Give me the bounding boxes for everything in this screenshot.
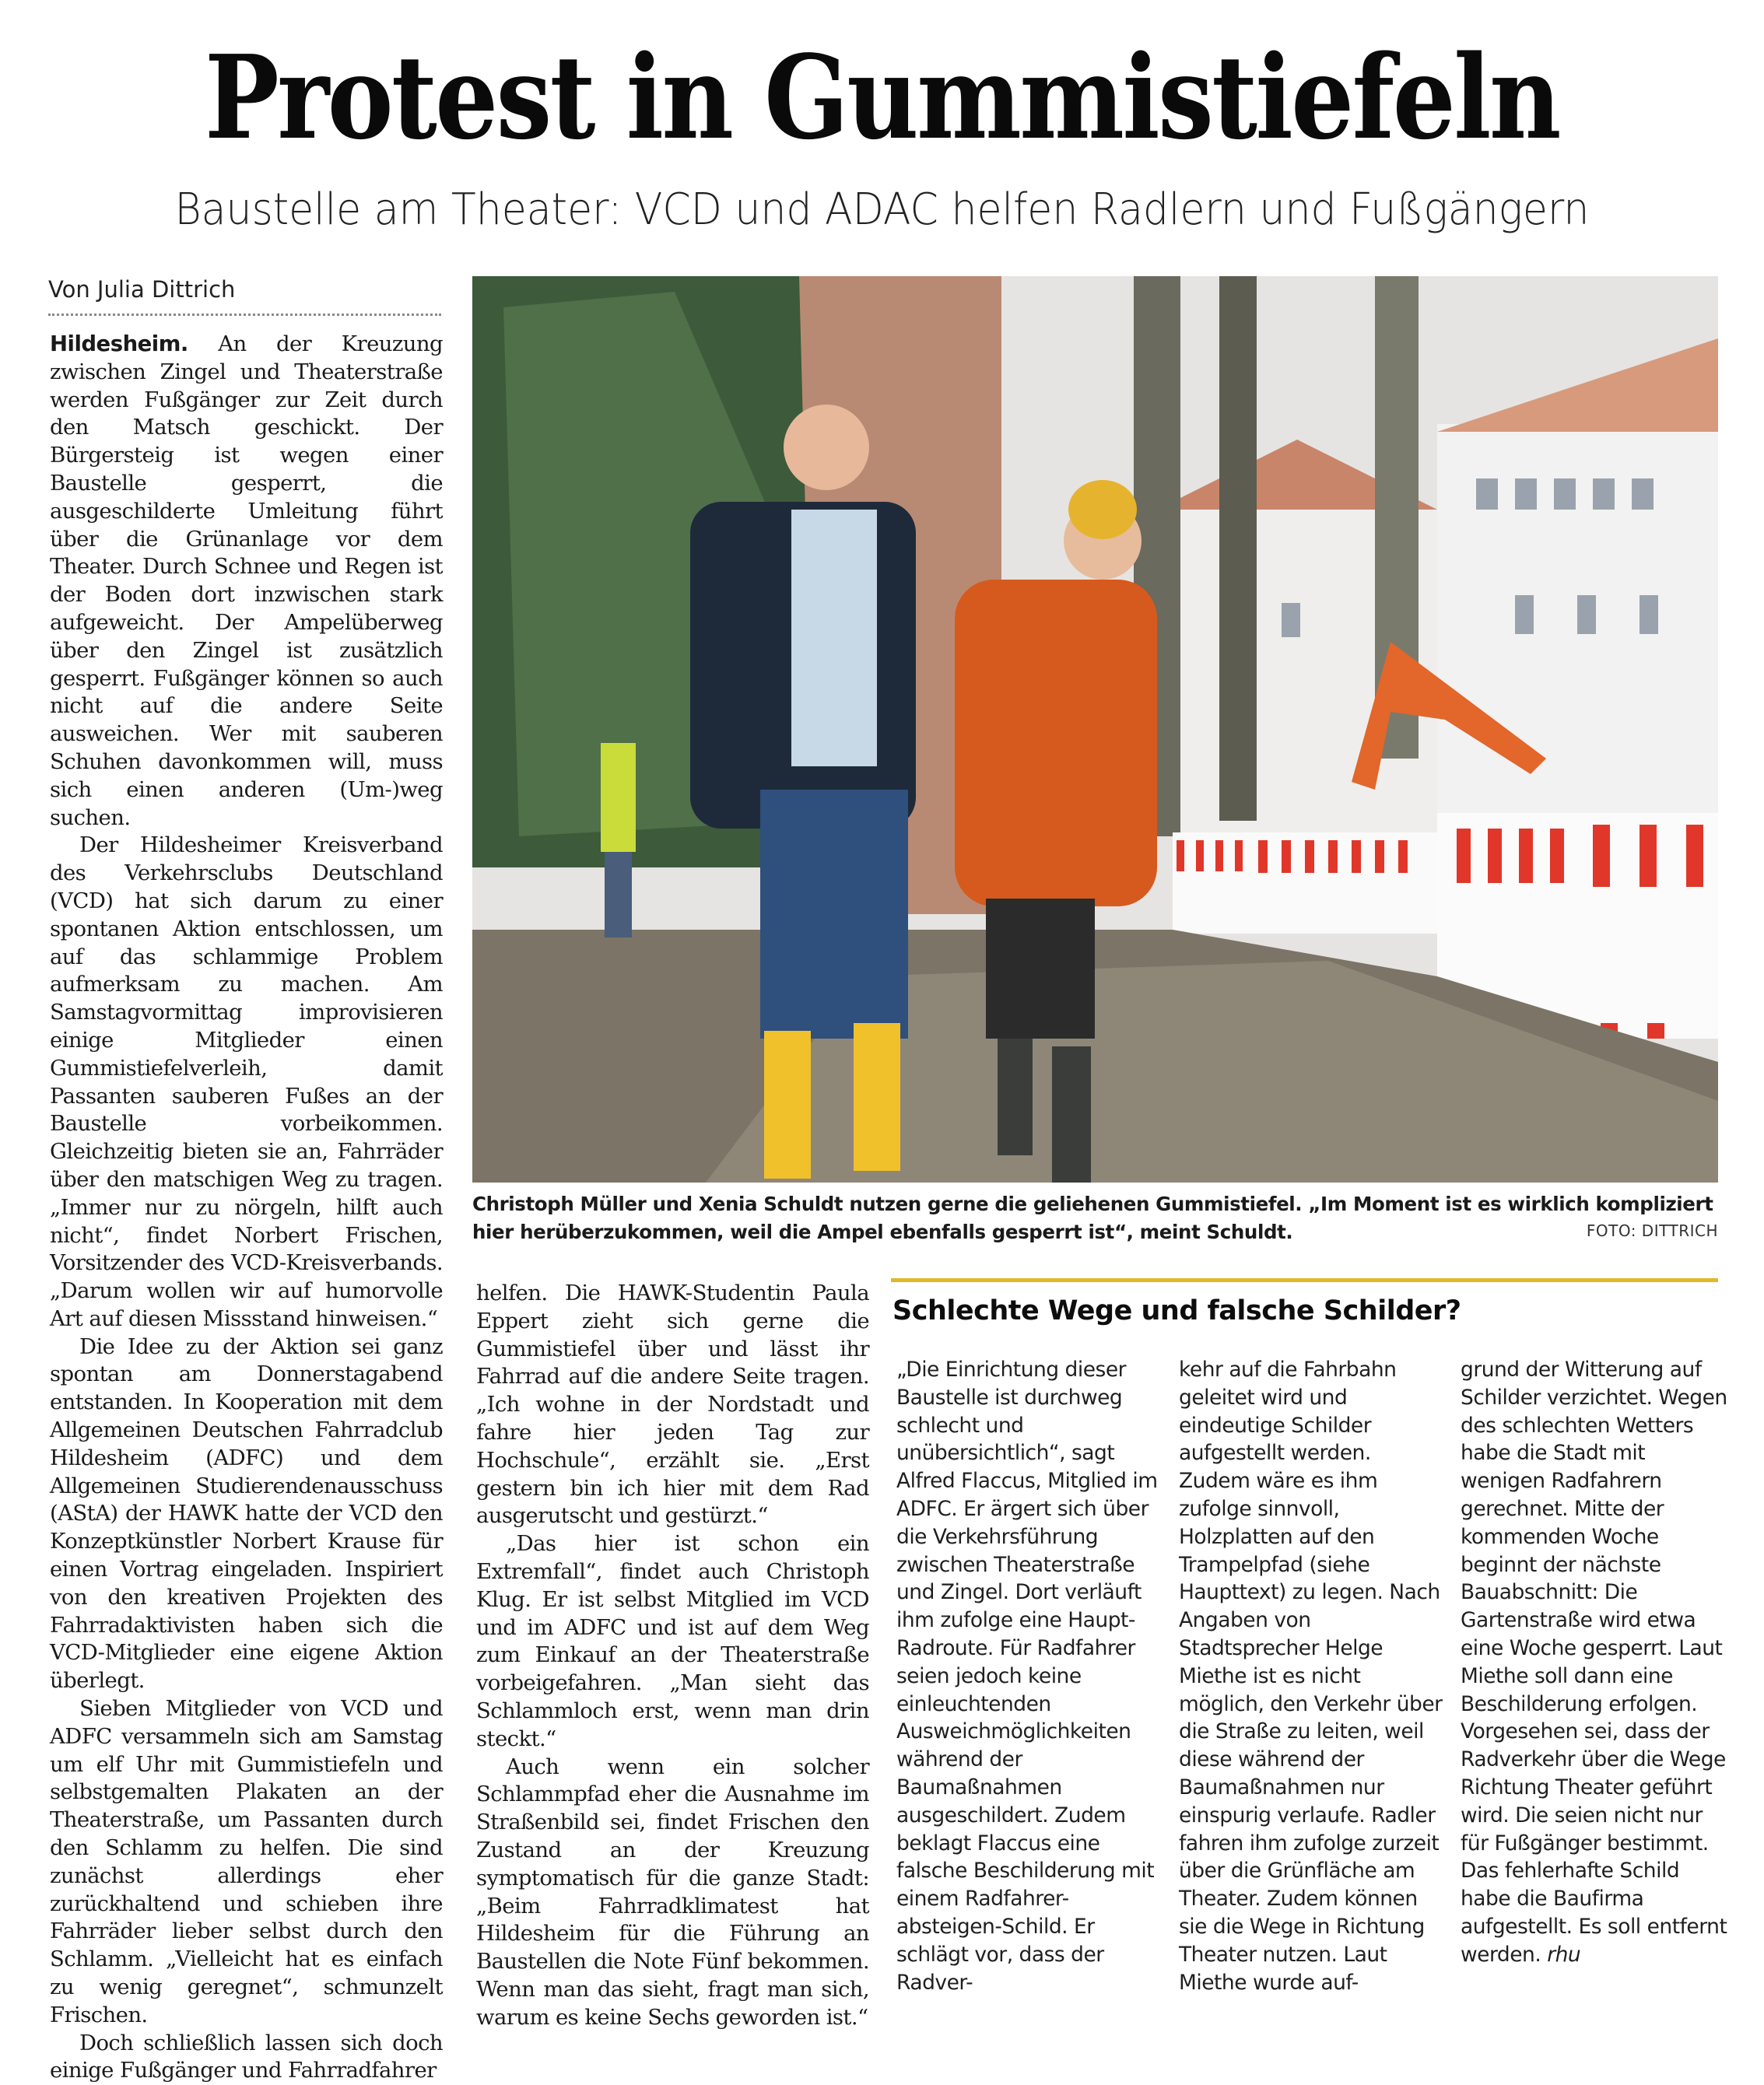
paragraph: kehr auf die Fahrbahn geleitet wird und eindeutige Schilder aufgestellt werden. Zudem wäre es ihm zufolge sinnvoll, Holzplatten auf den Trampelpfad (siehe Haupttext) zu legen. Nach Angaben von Stadtsprecher Helge Miethe ist es nicht möglich, den Verkehr über die Straße zu leiten, weil diese während der Baumaßnahmen nur einspurig verlaufe. Radler fahren ihm zufolge zurzeit über die Grünfläche am Theater. Zudem können sie die Wege in Richtung Theater nutzen. Laut Miethe wurde auf- — [1179, 1358, 1443, 1995]
article-column-2 — [476, 1280, 869, 2032]
sidebar-title: Schlechte Wege und falsche Schilder? — [893, 1295, 1461, 1326]
paragraph: „Die Einrichtung dieser Baustelle ist durchweg schlecht und unübersichtlich“, sagt Alfred Flaccus, Mitglied im ADFC. Er ärgert sich über die Verkehrsführung zwischen Theaterstraße und Zingel. Dort verläuft ihm zufolge eine Haupt-Radroute. Für Radfahrer seien jedoch keine einleuchtenden Ausweichmöglichkeiten während der Baumaßnahmen ausgeschildert. Zudem beklagt Flaccus eine falsche Beschilderung mit einem Radfahrer-absteigen-Schild. Er schlägt vor, dass der Radver- — [896, 1358, 1158, 1995]
sidebar-column-3 — [1461, 1356, 1729, 1969]
photo-scene-illustration — [472, 276, 1718, 1183]
photo-caption — [472, 1190, 1718, 1246]
paragraph: Die Idee zu der Aktion sei ganz spontan am Donnerstagabend entstanden. In Kooperation mit dem Allgemeinen Deutschen Fahrradclub Hildesheim (ADFC) und dem Allgemeinen Studierendenausschuss (AStA) der HAWK hatte der VCD den Konzeptkünstler Norbert Krause für einen Vortrag eingeladen. Inspiriert von den kreativen Projekten des Fahrradaktivisten haben sich die VCD-Mitglieder eine eigene Aktion überlegt. — [50, 1333, 443, 1694]
paragraph — [1461, 1356, 1729, 1969]
paragraph — [50, 331, 443, 832]
article-column-1 — [50, 331, 443, 2085]
paragraph: Sieben Mitglieder von VCD und ADFC versammeln sich am Samstag um elf Uhr mit Gummistiefeln und selbstgemalten Plakaten an der Theaterstraße, um Passanten durch den Schlamm zu helfen. Die sind zunächst allerdings eher zurückhaltend und schieben ihre Fahrräder lieber selbst durch den Schlamm. „Vielleicht hat es einfach zu wenig geregnet“, schmunzelt Frischen. — [50, 1696, 443, 2027]
author-signature: rhu — [1547, 1942, 1581, 1967]
paragraph: Auch wenn ein solcher Schlammpfad eher die Ausnahme im Straßenbild sei, findet Frischen den Zustand an der Kreuzung symptomatisch für die ganze Stadt: „Beim Fahrradklimatest hat Hildesheim für die Führung an Baustellen die Note Fünf bekommen. Wenn man das sieht, fragt man sich, warum es keine Sechs geworden ist.“ — [476, 1754, 869, 2030]
article-photo — [472, 276, 1718, 1183]
paragraph-text: grund der Witterung auf Schilder verzichtet. Wegen des schlechten Wetters habe die Stadt mit wenigen Radfahrern gerechnet. Mitte der kommenden Woche beginnt der nächste Bauabschnitt: Die Gartenstraße wird etwa eine Woche gesperrt. Laut Miethe soll dann eine Beschilderung erfolgen. Vorgesehen sei, dass der Radverkehr über die Wege Richtung Theater geführt wird. Die seien nicht nur für Fußgänger bestimmt. Das fehlerhafte Schild habe die Baufirma aufgestellt. Es soll entfernt werden. — [1461, 1358, 1727, 1967]
paragraph: Der Hildesheimer Kreisverband des Verkehrsclubs Deutschland (VCD) hat sich darum zu einer spontanen Aktion entschlossen, um auf das schlammige Problem aufmerksam zu machen. Am Samstagvormittag improvisieren einige Mitglieder einen Gummistiefelverleih, damit Passanten sauberen Fußes an der Baustelle vorbeikommen. Gleichzeitig bieten sie an, Fahrräder über den matschigen Weg zu tragen. „Immer nur zu nörgeln, hilft auch nicht“, findet Norbert Frischen, Vorsitzender des VCD-Kreisverbands. „Darum wollen wir auf humorvolle Art auf diesen Missstand hinweisen.“ — [50, 832, 443, 1331]
paragraph: Doch schließlich lassen sich doch einige Fußgänger und Fahrradfahrer — [50, 2030, 443, 2083]
caption-text: Christoph Müller und Xenia Schuldt nutzen gerne die geliehenen Gummistiefel. „Im Moment ist es wirklich kompliziert hier herüberzukommen, weil die Ampel ebenfalls gesperrt ist“, meint Schuldt. — [472, 1193, 1713, 1243]
headline: Protest in Gummistiefeln — [205, 30, 1559, 165]
sidebar-accent-rule — [891, 1278, 1718, 1282]
subheadline: Baustelle am Theater: VCD und ADAC helfen Radlern und Fußgängern — [174, 184, 1590, 235]
paragraph: „Das hier ist schon ein Extremfall“, findet auch Christoph Klug. Er ist selbst Mitglied im VCD und im ADFC und ist auf dem Weg zum Einkauf an der Theaterstraße vorbeigefahren. „Man sieht das Schlammloch erst, wenn man drin steckt.“ — [476, 1531, 869, 1751]
paragraph-text: An der Kreuzung zwischen Zingel und Theaterstraße werden Fußgänger zur Zeit durch den Matsch geschickt. Der Bürgersteig ist wegen einer Baustelle gesperrt, die ausgeschilderte Umleitung führt über die Grünanlage vor dem Theater. Durch Schnee und Regen ist der Boden dort inzwischen stark aufgeweicht. Der Ampelüberweg über den Zingel ist zusätzlich gesperrt. Fußgänger können so auch nicht auf die andere Seite ausweichen. Wer mit sauberen Schuhen davonkommen will, muss sich einen anderen (Um-)weg suchen. — [50, 331, 443, 830]
sidebar-column-1 — [896, 1356, 1165, 1996]
paragraph: helfen. Die HAWK-Studentin Paula Eppert zieht sich gerne die Gummistiefel über und lässt ihr Fahrrad auf die andere Seite tragen. „Ich wohne in der Nordstadt und fahre hier jeden Tag zur Hochschule“, erzählt sie. „Erst gestern bin ich hier mit dem Rad ausgerutscht und gestürzt.“ — [476, 1281, 869, 1529]
sidebar-column-2 — [1179, 1356, 1447, 1996]
photo-credit: FOTO: DITTRICH — [1586, 1221, 1718, 1240]
dateline: Hildesheim. — [50, 331, 188, 356]
byline: Von Julia Dittrich — [48, 276, 441, 316]
